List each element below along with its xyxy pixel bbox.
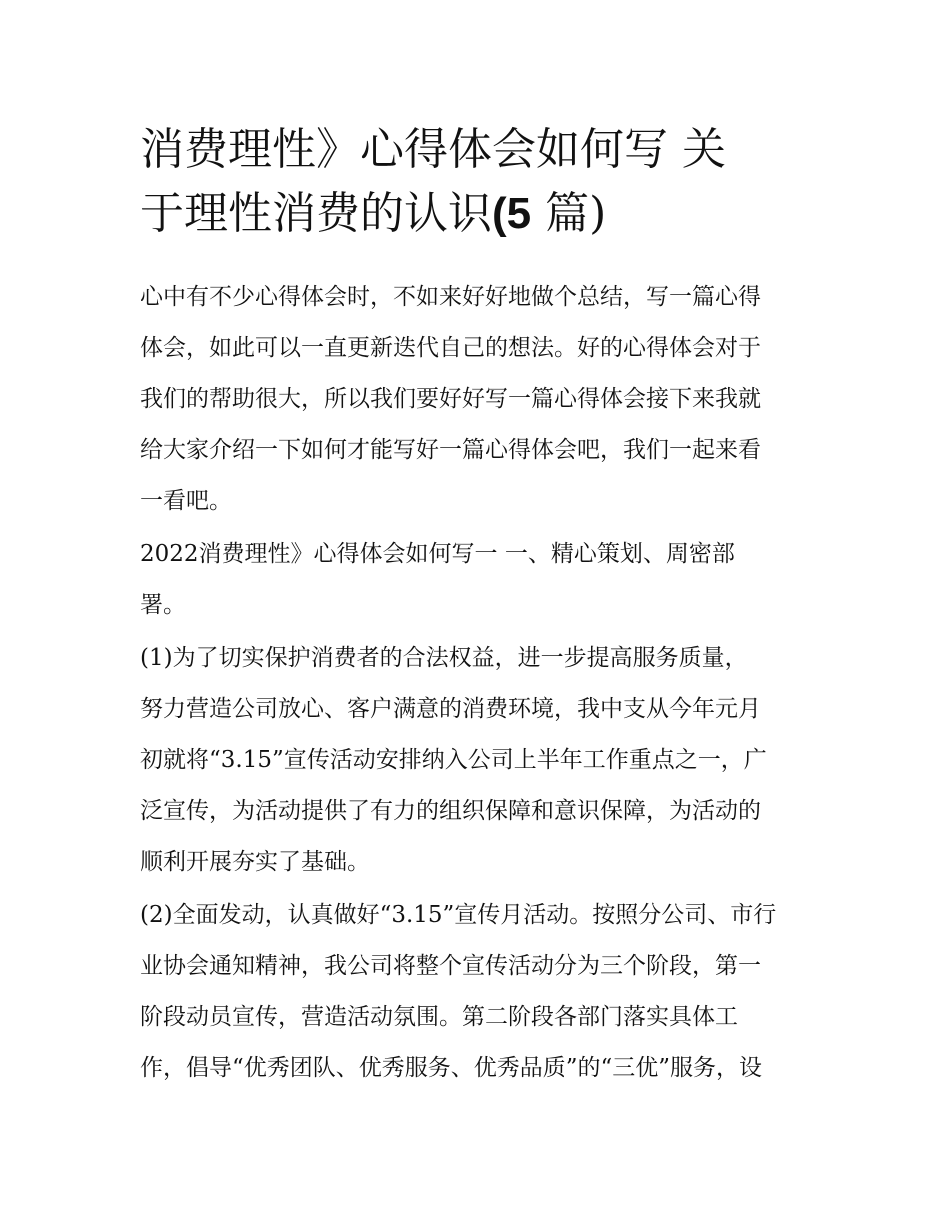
paragraph-line: 心中有不少心得体会时，不如来好好地做个总结，写一篇心得 xyxy=(140,284,761,310)
title-count-number: (5 xyxy=(492,189,532,238)
document-body xyxy=(140,272,812,1094)
paragraph-line: 给大家介绍一下如何才能写好一篇心得体会吧，我们一起来看 xyxy=(140,437,761,463)
paragraph-point-2 xyxy=(140,890,812,1094)
paragraph-line: 努力营造公司放心、客户满意的消费环境，我中支从今年元月 xyxy=(140,696,761,722)
paragraph-line: 阶段动员宣传，营造活动氛围。第二阶段各部门落实具体工 xyxy=(140,1004,738,1030)
paragraph-line: 体会，如此可以一直更新迭代自己的想法。好的心得体会对于 xyxy=(140,335,761,361)
paragraph-point-1 xyxy=(140,633,812,888)
paragraph-line: 顺利开展夯实了基础。 xyxy=(140,849,370,875)
paragraph-line: 业协会通知精神，我公司将整个宣传活动分为三个阶段，第一 xyxy=(140,953,761,979)
paragraph-intro xyxy=(140,272,812,527)
paragraph-line: 我们的帮助很大，所以我们要好好写一篇心得体会接下来我就 xyxy=(140,386,761,412)
document-title xyxy=(140,118,812,246)
title-line-2 xyxy=(140,182,812,246)
paragraph-line: 署。 xyxy=(140,592,186,618)
title-line-2-text: 于理性消费的认识 xyxy=(140,188,492,239)
paragraph-line: (1)为了切实保护消费者的合法权益，进一步提高服务质量， xyxy=(140,645,748,671)
paragraph-section-heading xyxy=(140,529,812,631)
document-page xyxy=(140,118,812,1096)
paragraph-line: 作，倡导“优秀团队、优秀服务、优秀品质”的“三优”服务，设 xyxy=(140,1055,763,1081)
paragraph-line: 泛宣传，为活动提供了有力的组织保障和意识保障，为活动的 xyxy=(140,798,761,824)
title-line-1: 消费理性》心得体会如何写 关 xyxy=(140,124,726,175)
paragraph-line: 2022消费理性》心得体会如何写一 一、精心策划、周密部 xyxy=(140,541,735,567)
paragraph-line: 一看吧。 xyxy=(140,488,232,514)
paragraph-line: (2)全面发动，认真做好“3.15”宣传月活动。按照分公司、市行 xyxy=(140,902,777,928)
paragraph-line: 初就将“3.15”宣传活动安排纳入公司上半年工作重点之一，广 xyxy=(140,747,767,773)
title-count-suffix: 篇) xyxy=(545,188,607,239)
